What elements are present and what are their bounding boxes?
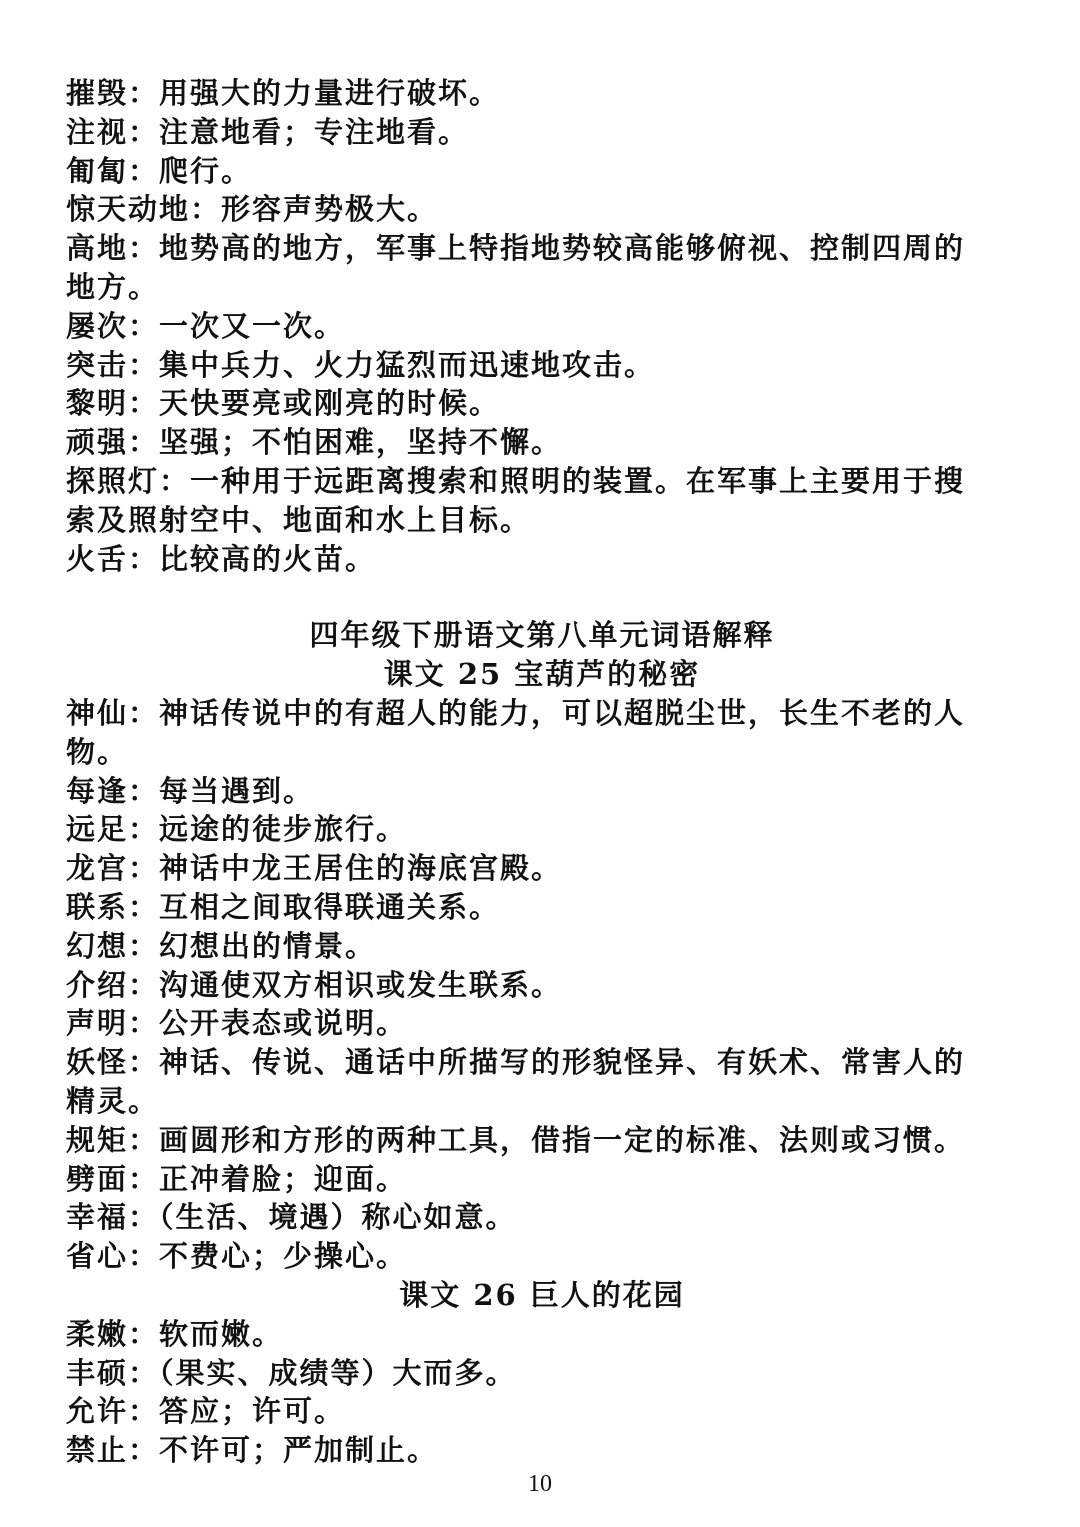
definition-line: 惊天动地：形容声势极大。 [66,192,439,227]
section-previous-unit [66,74,1018,578]
definition-line: 省心：不费心；少操心。 [66,1239,408,1274]
definition-line: 允许：答应；许可。 [66,1394,346,1429]
definition-line: 幸福：（生活、境遇）称心如意。 [66,1200,517,1235]
definition-line: 幻想：幻想出的情景。 [66,928,377,963]
definition-line: 索及照射空中、地面和水上目标。 [66,502,532,537]
definition-line: 顽强：坚强；不怕困难，坚持不懈。 [66,425,563,460]
lesson-title: 课文 26 巨人的花园 [399,1277,685,1312]
definition-line: 屡次：一次又一次。 [66,308,346,343]
definition-line: 注视：注意地看；专注地看。 [66,114,470,149]
definition-line: 神仙：神话传说中的有超人的能力，可以超脱尘世，长生不老的人 [66,695,966,730]
definition-line: 火舌：比较高的火苗。 [66,541,377,576]
section-spacer [66,578,1018,616]
definition-line: 地方。 [66,269,160,304]
definition-line: 劈面：正冲着脸；迎面。 [66,1161,408,1196]
document-page [66,74,1018,1470]
definition-line: 妖怪：神话、传说、通话中所描写的形貌怪异、有妖术、常害人的 [66,1045,966,1080]
definition-line: 规矩：画圆形和方形的两种工具，借指一定的标准、法则或习惯。 [66,1122,966,1157]
definition-line: 黎明：天快要亮或刚亮的时候。 [66,386,501,421]
definition-line: 匍匐：爬行。 [66,153,253,188]
definition-line: 每逢：每当遇到。 [66,773,315,808]
definition-line: 突击：集中兵力、火力猛烈而迅速地攻击。 [66,347,656,382]
definition-line: 联系：互相之间取得联通关系。 [66,889,501,924]
definition-line: 摧毁：用强大的力量进行破坏。 [66,76,501,110]
definition-line: 高地：地势高的地方，军事上特指地势较高能够俯视、控制四周的 [66,231,966,266]
definition-line: 柔嫩：软而嫩。 [66,1316,284,1351]
section-lesson-25 [66,655,1018,1276]
section-lesson-26 [66,1276,1018,1470]
definition-line: 物。 [66,734,129,769]
definition-line: 探照灯：一种用于远距离搜索和照明的装置。在军事上主要用于搜 [66,463,966,498]
definition-line: 声明：公开表态或说明。 [66,1006,408,1041]
definition-line: 精灵。 [66,1083,160,1118]
lesson-title: 课文 25 宝葫芦的秘密 [383,657,701,692]
page-number: 10 [528,1471,552,1497]
definition-line: 禁止：不许可；严加制止。 [66,1433,439,1468]
definition-line: 远足：远途的徒步旅行。 [66,812,408,847]
definition-line: 介绍：沟通使双方相识或发生联系。 [66,967,563,1002]
unit-title: 四年级下册语文第八单元词语解释 [309,618,775,653]
definition-line: 龙宫：神话中龙王居住的海底宫殿。 [66,851,563,886]
definition-line: 丰硕：（果实、成绩等）大而多。 [66,1355,517,1390]
